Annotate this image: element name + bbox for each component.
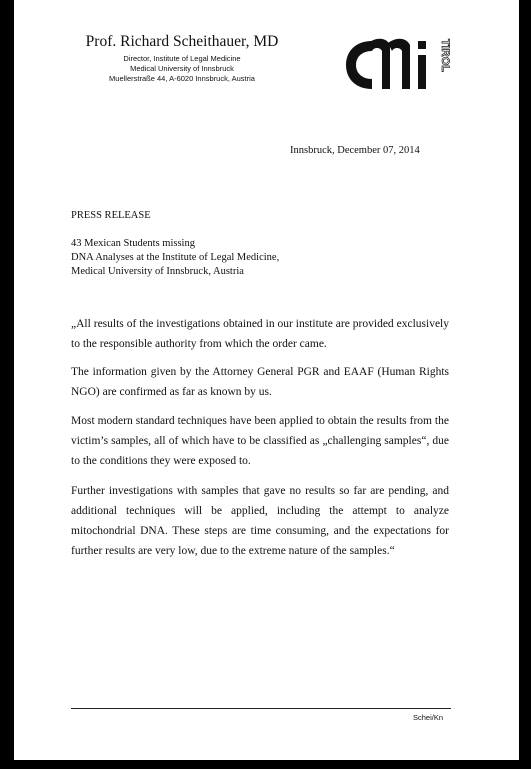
- letter-date: Innsbruck, December 07, 2014: [290, 145, 420, 156]
- subject-line-3: Medical University of Innsbruck, Austria: [71, 266, 244, 277]
- gmi-logo: [342, 35, 460, 95]
- paragraph-4: Further investigations with samples that gave no results so far are pending, and additional techniques will be applied, including the attempt to analyze mitochondrial DNA. These steps are time consuming, and the expectations for further results are very low, due to the extreme nature of the samples.“: [71, 485, 449, 557]
- footer-reference: Schei/Kn: [413, 713, 444, 722]
- footer-divider: [71, 708, 451, 709]
- author-name: Prof. Richard Scheithauer, MD: [85, 33, 279, 50]
- institution-name: Medical University of Innsbruck: [130, 64, 234, 73]
- paragraph-3: Most modern standard techniques have been applied to obtain the results from the victim’s samples, all of which have to be classified as „challenging samples“, due to the conditions they were exposed to.: [71, 415, 449, 467]
- press-release-heading: PRESS RELEASE: [71, 210, 151, 221]
- subject-line-2: DNA Analyses at the Institute of Legal Medicine,: [71, 252, 280, 263]
- paragraph-1: „All results of the investigations obtained in our institute are provided exclusively to the responsible authority from which the order came.: [71, 318, 449, 350]
- subject-line-1: 43 Mexican Students missing: [71, 238, 195, 249]
- paragraph-2: The information given by the Attorney General PGR and EAAF (Human Rights NGO) are confirmed as far as known by us.: [71, 366, 449, 398]
- logo-side-text: TIROL: [439, 39, 451, 72]
- author-title: Director, Institute of Legal Medicine: [123, 54, 241, 63]
- letter-page: [14, 0, 519, 760]
- institution-address: Muellerstraße 44, A-6020 Innsbruck, Austria: [109, 74, 255, 83]
